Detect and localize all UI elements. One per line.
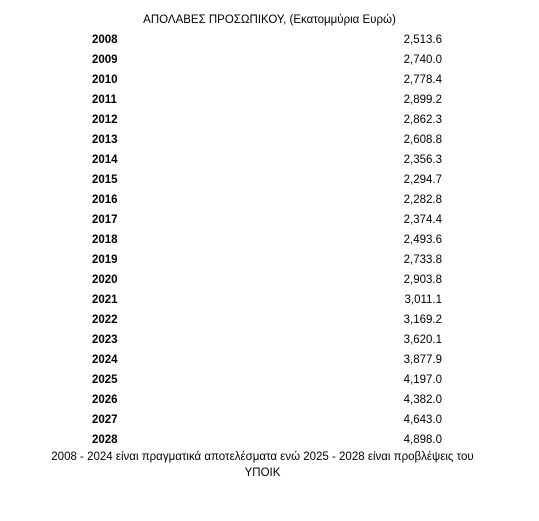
table-row: [0, 290, 539, 310]
footnote-line-1: 2008 - 2024 είναι πραγματικά αποτελέσματα ενώ 2025 - 2028 είναι προβλέψεις του: [51, 451, 474, 463]
table-title: ΑΠΟΛΑΒΕΣ ΠΡΟΣΩΠΙΚΟΥ, (Εκατομμύρια Ευρώ): [143, 14, 396, 26]
table-row: [0, 90, 539, 110]
value-cell: 2,513.6: [403, 34, 442, 46]
value-cell: 2,374.4: [403, 214, 442, 226]
data-table: [0, 30, 539, 450]
table-row: [0, 350, 539, 370]
year-cell: 2018: [92, 234, 118, 246]
value-cell: 2,608.8: [403, 134, 442, 146]
value-cell: 2,862.3: [403, 114, 442, 126]
value-cell: 2,903.8: [403, 274, 442, 286]
value-cell: 4,898.0: [403, 434, 442, 446]
year-cell: 2017: [92, 214, 118, 226]
table-row: [0, 390, 539, 410]
year-cell: 2013: [92, 134, 118, 146]
table-row: [0, 430, 539, 450]
year-cell: 2008: [92, 34, 118, 46]
footnote: [20, 449, 505, 481]
value-cell: 2,899.2: [403, 94, 442, 106]
table-row: [0, 150, 539, 170]
table-row: [0, 410, 539, 430]
year-cell: 2014: [92, 154, 118, 166]
value-cell: 2,493.6: [403, 234, 442, 246]
table-row: [0, 30, 539, 50]
value-cell: 2,733.8: [403, 254, 442, 266]
year-cell: 2028: [92, 434, 118, 446]
table-row: [0, 250, 539, 270]
table-row: [0, 210, 539, 230]
year-cell: 2015: [92, 174, 118, 186]
year-cell: 2009: [92, 54, 118, 66]
value-cell: 2,294.7: [403, 174, 442, 186]
year-cell: 2012: [92, 114, 118, 126]
table-row: [0, 270, 539, 290]
value-cell: 4,197.0: [403, 374, 442, 386]
table-row: [0, 130, 539, 150]
value-cell: 3,620.1: [403, 334, 442, 346]
table-row: [0, 190, 539, 210]
table-row: [0, 230, 539, 250]
value-cell: 3,011.1: [404, 294, 442, 306]
value-cell: 2,740.0: [403, 54, 442, 66]
value-cell: 2,778.4: [403, 74, 442, 86]
value-cell: 4,643.0: [403, 414, 442, 426]
year-cell: 2022: [92, 314, 118, 326]
year-cell: 2020: [92, 274, 118, 286]
table-row: [0, 310, 539, 330]
year-cell: 2010: [92, 74, 118, 86]
year-cell: 2021: [92, 294, 118, 306]
year-cell: 2026: [92, 394, 118, 406]
year-cell: 2023: [92, 334, 118, 346]
value-cell: 4,382.0: [403, 394, 442, 406]
value-cell: 2,356.3: [403, 154, 442, 166]
table-row: [0, 70, 539, 90]
table-row: [0, 110, 539, 130]
year-cell: 2016: [92, 194, 118, 206]
value-cell: 2,282.8: [403, 194, 442, 206]
footnote-line-2: ΥΠΟΙΚ: [244, 467, 281, 479]
table-row: [0, 170, 539, 190]
year-cell: 2024: [92, 354, 118, 366]
value-cell: 3,877.9: [403, 354, 442, 366]
year-cell: 2011: [92, 94, 117, 106]
table-row: [0, 330, 539, 350]
year-cell: 2019: [92, 254, 118, 266]
year-cell: 2025: [92, 374, 118, 386]
year-cell: 2027: [92, 414, 118, 426]
table-row: [0, 50, 539, 70]
table-row: [0, 370, 539, 390]
value-cell: 3,169.2: [403, 314, 442, 326]
